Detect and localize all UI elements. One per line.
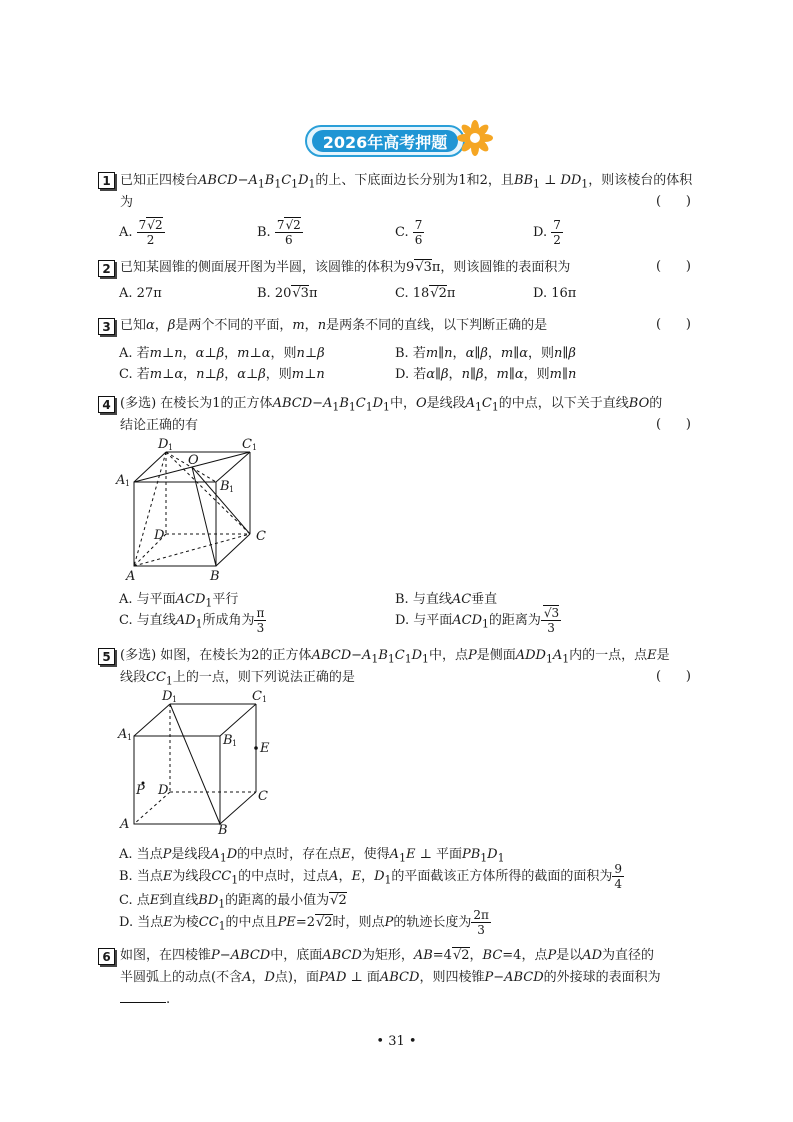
svg-text:1: 1 [172,695,178,704]
page-number: • 31 • [376,1034,417,1049]
question-1-stem-cont: 为 [120,195,134,210]
option-d: D. $\frac{7}{2}$ [533,218,561,247]
answer-blank[interactable] [120,991,166,1003]
svg-text:D: D [158,437,169,452]
question-5-stem-cont: 线段$CC_1$上的一点，则下列说法正确的是 [120,670,355,688]
question-number: 4 [98,396,115,413]
question-6-stem-cont: 半圆弧上的动点(不含A，D点)，面PAD ⊥ 面ABCD，则四棱锥P−ABCD的外接球的表面积为 [120,970,661,985]
svg-text:1: 1 [229,485,235,494]
option-a: A. 27π [119,286,162,301]
svg-text:B: B [223,733,233,748]
svg-text:1: 1 [262,695,268,704]
svg-text:D: D [158,783,169,798]
option-c: C. 点E到直线$BD_1$的距离的最小值为√2 [119,893,347,911]
svg-text:1: 1 [125,479,131,488]
option-b: B. 20√3π [257,286,318,301]
question-2-stem: 已知某圆锥的侧面展开图为半圆，该圆锥的体积为9√3π，则该圆锥的表面积为 [120,260,571,275]
option-d: D. 16π [533,286,577,301]
question-1-stem: 已知正四棱台$ABCD-A_1B_1C_1D_1$的上、下底面边长分别为1和2，且$BB_1$ ⊥ $DD_1$，则该棱台的体积 [120,173,693,191]
option-b: B. 若m∥n，α∥β，m∥α，则n∥β [395,346,576,361]
option-d: D. 当点E为棱$CC_1$的中点且PE=2√2时，则点P的轨迹长度为 $\frac{2\pi}{3}$ [119,908,489,937]
answer-paren: ( ) [656,317,691,332]
cube-figure-q4 [110,432,280,584]
svg-text:P: P [136,783,145,798]
option-a: A. 当点P是线段$A_1D$的中点时，存在点E，使得$A_1E$ ⊥ 平面$PB_1D_1$ [119,847,505,865]
svg-text:1: 1 [232,739,238,748]
option-c: C. 18√2π [395,286,456,301]
svg-text:C: C [256,529,266,544]
svg-text:D: D [162,689,173,704]
question-5-stem: (多选) 如图，在棱长为2的正方体$ABCD-A_1B_1C_1D_1$中，点P是侧面$ADD_1A_1$内的一点，点E是 [120,648,670,666]
option-c: C. $\frac{7}{6}$ [395,218,423,247]
question-3-stem: 已知α，β是两个不同的平面，m，n是两条不同的直线，以下判断正确的是 [120,318,548,333]
svg-text:1: 1 [127,733,133,742]
answer-paren: ( ) [656,194,691,209]
question-number: 2 [98,260,115,277]
answer-paren: ( ) [656,259,691,274]
svg-text:B: B [218,823,228,838]
flower-decoration-icon [457,120,493,156]
option-a: A. 若m⊥n，α⊥β，m⊥α，则n⊥β [119,346,325,361]
question-number: 5 [98,648,115,665]
svg-text:B: B [220,479,230,494]
option-b: B. $\frac{7√2}{6}$ [257,218,301,247]
svg-text:E: E [260,741,270,756]
svg-text:O: O [188,453,199,468]
option-b: B. 当点E为线段$CC_1$的中点时，过点A，E，$D_1$的平面截该正方体所得的截面的面积为 $\frac{9}{4}$ [119,862,623,891]
svg-text:1: 1 [252,443,258,452]
question-4-stem: (多选) 在棱长为1的正方体$ABCD-A_1B_1C_1D_1$中，O是线段$A_1C_1$的中点，以下关于直线BO的 [120,396,663,414]
option-a: A. $\frac{7√2}{2}$ [119,218,163,247]
svg-text:C: C [252,689,262,704]
svg-text:1: 1 [168,443,174,452]
svg-text:C: C [242,437,252,452]
cube-figure-q5 [112,686,282,838]
answer-paren: ( ) [656,669,691,684]
option-d: D. 与平面$ACD_1$的距离为 $\frac{√3}{3}$ [395,606,560,635]
question-number: 6 [98,948,115,965]
svg-text:A: A [126,569,136,584]
option-c: C. 若m⊥α，n⊥β，α⊥β，则m⊥n [119,367,325,382]
option-a: A. 与平面$ACD_1$平行 [119,592,239,610]
answer-paren: ( ) [656,417,691,432]
question-number: 3 [98,318,115,335]
svg-text:D: D [154,528,165,543]
option-d: D. 若α∥β，n∥β，m∥α，则m∥n [395,367,577,382]
svg-text:A: A [120,817,130,832]
svg-text:A: A [118,727,128,742]
question-6-stem: 如图，在四棱锥P−ABCD中，底面ABCD为矩形，AB=4√2，BC=4，点P是以AD为直径的 [120,948,655,963]
option-c: C. 与直线$AD_1$所成角为 $\frac{\pi}{3}$ [119,606,265,635]
svg-text:C: C [258,789,268,804]
svg-text:B: B [210,569,220,584]
answer-blank-line: . [120,991,170,1009]
svg-text:A: A [116,473,126,488]
section-title-banner [305,125,465,157]
question-number: 1 [98,172,115,189]
option-b: B. 与直线AC垂直 [395,592,498,607]
question-4-stem-cont: 结论正确的有 [120,418,199,433]
section-title: 2026年高考押题 [312,130,458,152]
